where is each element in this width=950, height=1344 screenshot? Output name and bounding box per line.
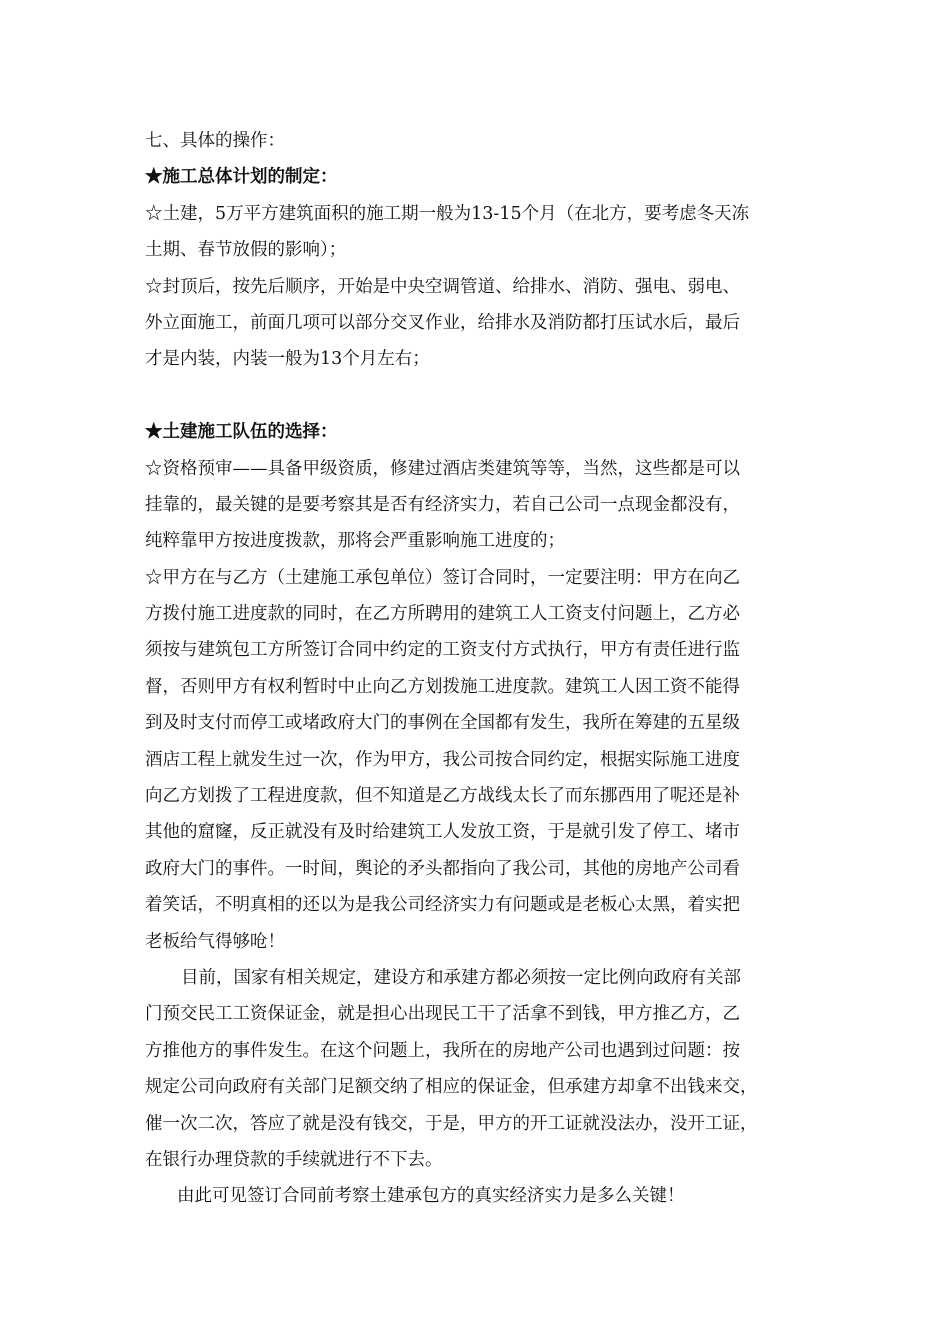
text-line: 方推他方的事件发生。在这个问题上，我所在的房地产公司也遇到过问题：按 bbox=[145, 1040, 740, 1061]
subsection-heading-plan: ★施工总体计划的制定： bbox=[145, 167, 338, 188]
text-line: 督，否则甲方有权利暂时中止向乙方划拨施工进度款。建筑工人因工资不能得 bbox=[145, 676, 740, 697]
text-line: 老板给气得够呛！ bbox=[145, 931, 285, 952]
text-line: 纯粹靠甲方按进度拨款，那将会严重影响施工进度的； bbox=[145, 531, 565, 552]
text-line: 须按与建筑包工方所签订合同中约定的工资支付方式执行，甲方有责任进行监 bbox=[145, 640, 740, 661]
text-line: 其他的窟窿，反正就没有及时给建筑工人发放工资，于是就引发了停工、堵市 bbox=[145, 822, 740, 843]
text-line: 着笑话，不明真相的还以为是我公司经济实力有问题或是老板心太黑，着实把 bbox=[145, 895, 740, 916]
text-line: 酒店工程上就发生过一次，作为甲方，我公司按合同约定，根据实际施工进度 bbox=[145, 749, 740, 770]
text-line: 催一次二次，答应了就是没有钱交，于是，甲方的开工证就没法办，没开工证， bbox=[145, 1113, 758, 1134]
text-line: 才是内装，内装一般为13个月左右； bbox=[145, 349, 430, 370]
subsection-heading-team: ★土建施工队伍的选择： bbox=[145, 422, 338, 443]
text-line-conclusion: 由此可见签订合同前考察土建承包方的真实经济实力是多么关键！ bbox=[177, 1186, 685, 1207]
section-title: 七、具体的操作： bbox=[145, 131, 285, 151]
text-line: 在银行办理贷款的手续就进行不下去。 bbox=[145, 1149, 443, 1170]
text-line: ☆封顶后，按先后顺序，开始是中央空调管道、给排水、消防、强电、弱电、 bbox=[145, 276, 740, 297]
text-line: 规定公司向政府有关部门足额交纳了相应的保证金，但承建方却拿不出钱来交， bbox=[145, 1077, 758, 1098]
text-line: 向乙方划拨了工程进度款，但不知道是乙方战线太长了而东挪西用了呢还是补 bbox=[145, 786, 740, 807]
text-line: 挂靠的，最关键的是要考察其是否有经济实力，若自己公司一点现金都没有， bbox=[145, 494, 740, 515]
text-line: 政府大门的事件。一时间，舆论的矛头都指向了我公司，其他的房地产公司看 bbox=[145, 858, 740, 879]
text-line: ☆资格预审——具备甲级资质，修建过酒店类建筑等等，当然，这些都是可以 bbox=[145, 458, 740, 479]
text-line: ☆土建，5万平方建筑面积的施工期一般为13-15个月（在北方，要考虑冬天冻 bbox=[145, 203, 750, 224]
text-line: 土期、春节放假的影响）； bbox=[145, 240, 347, 261]
paragraph-gap bbox=[145, 378, 815, 414]
text-line: ☆甲方在与乙方（土建施工承包单位）签订合同时，一定要注明：甲方在向乙 bbox=[145, 567, 740, 588]
document-page bbox=[145, 123, 815, 1215]
text-line: 外立面施工，前面几项可以部分交叉作业，给排水及消防都打压试水后，最后 bbox=[145, 312, 740, 333]
text-line: 到及时支付而停工或堵政府大门的事例在全国都有发生，我所在筹建的五星级 bbox=[145, 713, 740, 734]
text-line: 门预交民工工资保证金，就是担心出现民工干了活拿不到钱，甲方推乙方，乙 bbox=[145, 1004, 740, 1025]
text-line: 目前，国家有相关规定，建设方和承建方都必须按一定比例向政府有关部 bbox=[181, 967, 741, 988]
text-line: 方拨付施工进度款的同时，在乙方所聘用的建筑工人工资支付问题上，乙方必 bbox=[145, 604, 740, 625]
